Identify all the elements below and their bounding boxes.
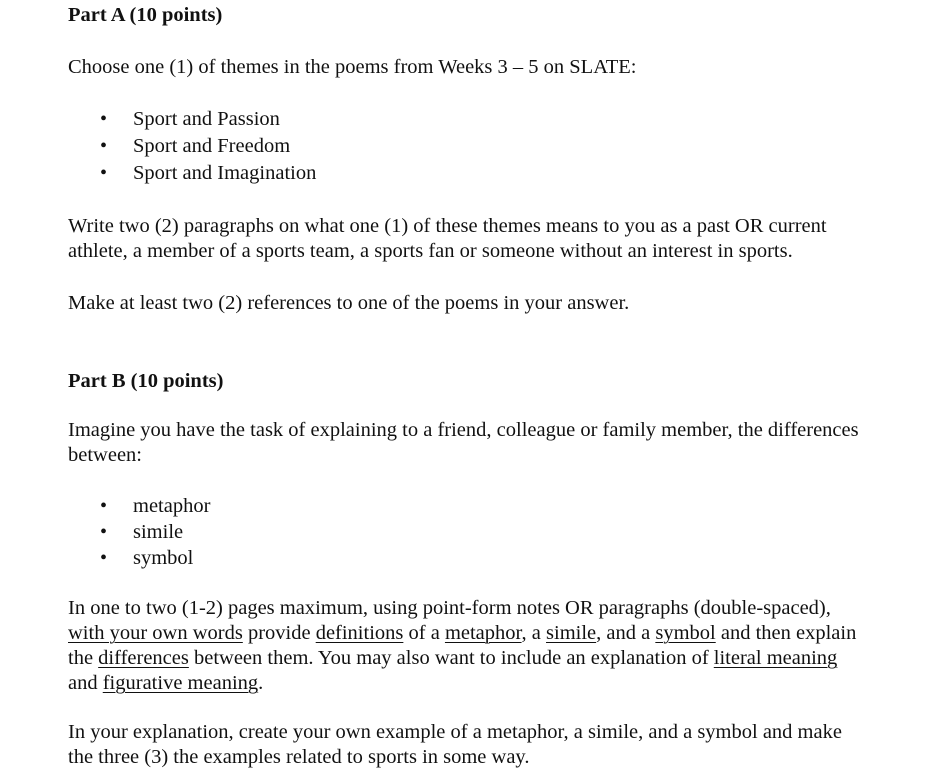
underlined-term: definitions xyxy=(315,622,404,644)
paragraph-line: In one to two (1-2) pages maximum, using point-form notes OR paragraphs (double-spaced), xyxy=(68,597,831,619)
paragraph-line: Write two (2) paragraphs on what one (1) of these themes means to you as a past OR current xyxy=(68,215,827,237)
text-run: between them. You may also want to include an explanation of xyxy=(188,647,714,669)
underlined-term: literal meaning xyxy=(713,647,838,669)
underlined-term: metaphor xyxy=(444,622,522,644)
text-run: and xyxy=(68,672,103,694)
text-run: , a xyxy=(521,622,547,644)
underlined-term: figurative meaning xyxy=(102,672,259,694)
list-item: • metaphor xyxy=(68,493,210,519)
text-run: and then explain xyxy=(715,622,857,644)
underlined-term: symbol xyxy=(655,622,716,644)
paragraph-line: between: xyxy=(68,444,142,466)
text-run: , and a xyxy=(596,622,656,644)
text-run: provide xyxy=(242,622,316,644)
underlined-term: differences xyxy=(98,647,189,669)
underlined-phrase: with your own words xyxy=(68,622,243,644)
part-a-paragraph-2: Make at least two (2) references to one of the poems in your answer. xyxy=(68,292,630,314)
list-item: • simile xyxy=(68,519,210,545)
text-run: . xyxy=(258,672,264,694)
list-item: • symbol xyxy=(68,545,210,571)
paragraph-line: In your explanation, create your own example of a metaphor, a simile, and a symbol and make xyxy=(68,721,842,743)
list-item: • Sport and Freedom xyxy=(68,133,316,160)
part-a-paragraph-1 xyxy=(68,214,827,264)
underlined-term: simile xyxy=(546,622,597,644)
paragraph-line: athlete, a member of a sports team, a sports fan or someone without an interest in sports. xyxy=(68,240,793,262)
text-run: of a xyxy=(403,622,445,644)
part-b-paragraph-1 xyxy=(68,596,856,696)
paragraph-line: Imagine you have the task of explaining to a friend, colleague or family member, the differences xyxy=(68,419,859,441)
part-a-intro: Choose one (1) of themes in the poems from Weeks 3 – 5 on SLATE: xyxy=(68,56,637,78)
part-b-intro xyxy=(68,418,859,468)
list-item: • Sport and Imagination xyxy=(68,160,316,187)
themes-list xyxy=(68,106,316,187)
part-b-heading: Part B (10 points) xyxy=(68,370,224,392)
terms-list xyxy=(68,493,210,571)
part-b-paragraph-2 xyxy=(68,720,842,770)
paragraph-line: the three (3) the examples related to sports in some way. xyxy=(68,746,530,768)
part-a-heading: Part A (10 points) xyxy=(68,4,223,26)
list-item: • Sport and Passion xyxy=(68,106,316,133)
text-run: the xyxy=(68,647,99,669)
